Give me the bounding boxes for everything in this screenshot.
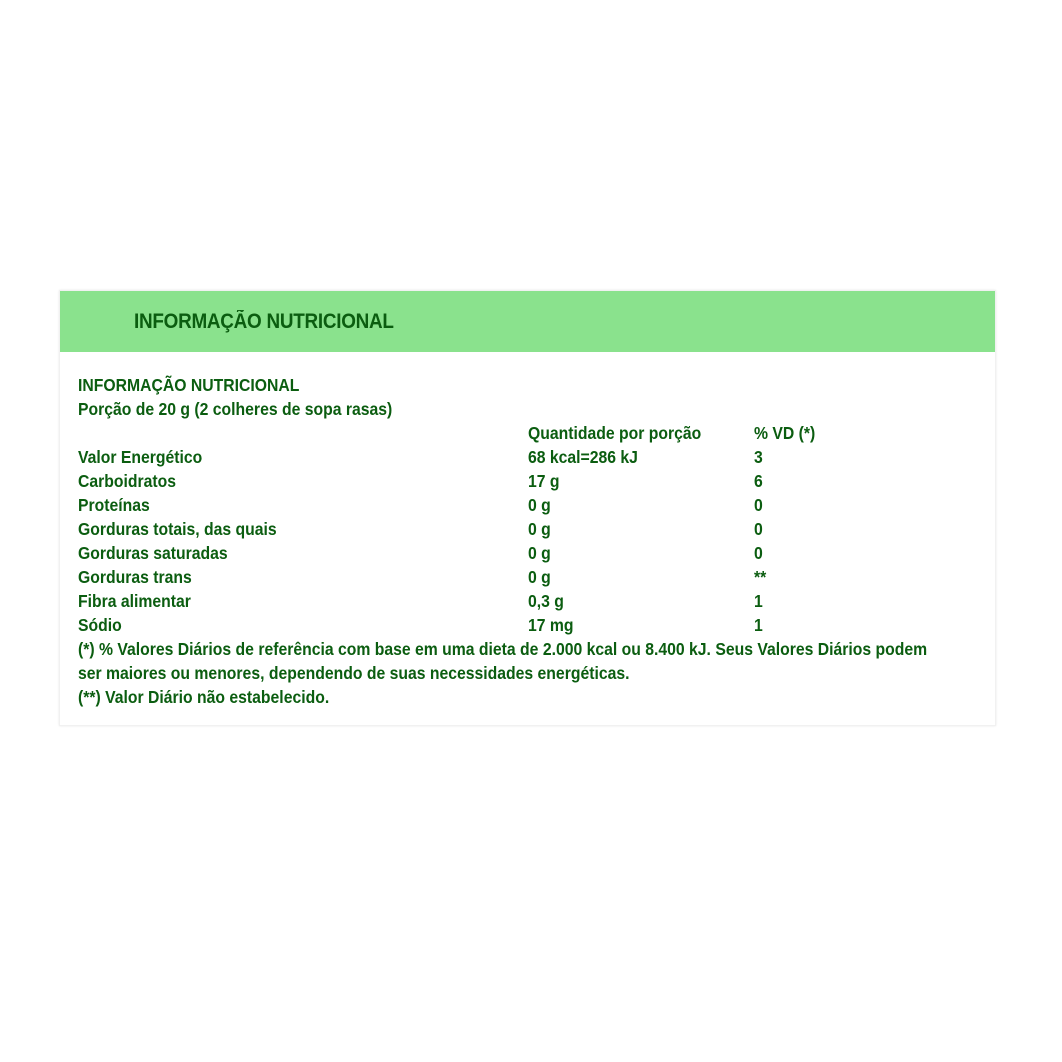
panel-body — [60, 352, 995, 709]
nutrient-name: Gorduras totais, das quais — [78, 519, 277, 539]
nutrient-quantity: 68 kcal=286 kJ — [528, 447, 638, 467]
table-row — [78, 565, 977, 589]
table-header-row — [78, 421, 977, 445]
nutrient-quantity: 0 g — [528, 495, 551, 515]
table-row — [78, 517, 977, 541]
nutrient-quantity: 17 mg — [528, 615, 574, 635]
nutrient-dv: 3 — [754, 447, 763, 467]
panel-title: INFORMAÇÃO NUTRICIONAL — [134, 309, 394, 333]
nutrition-title: INFORMAÇÃO NUTRICIONAL — [78, 375, 300, 395]
table-row — [78, 445, 977, 469]
column-header-name — [78, 421, 528, 445]
nutrient-dv: 0 — [754, 543, 763, 563]
nutrient-name: Valor Energético — [78, 447, 203, 467]
nutrient-dv: 0 — [754, 495, 763, 515]
nutrient-quantity: 0 g — [528, 543, 551, 563]
table-row — [78, 493, 977, 517]
nutrition-table — [78, 421, 977, 637]
nutrient-dv: ** — [754, 567, 767, 587]
table-row — [78, 541, 977, 565]
nutrition-panel — [59, 290, 996, 726]
column-header-quantity: Quantidade por porção — [528, 423, 702, 443]
nutrient-quantity: 0,3 g — [528, 591, 564, 611]
footnote-dv-line-2: ser maiores ou menores, dependendo de suas necessidades energéticas. — [78, 663, 630, 683]
nutrient-dv: 6 — [754, 471, 763, 491]
nutrient-name: Gorduras trans — [78, 567, 192, 587]
nutrient-dv: 1 — [754, 615, 763, 635]
nutrient-name: Sódio — [78, 615, 122, 635]
nutrient-dv: 0 — [754, 519, 763, 539]
portion-text: Porção de 20 g (2 colheres de sopa rasas) — [78, 399, 393, 419]
table-row — [78, 589, 977, 613]
nutrient-quantity: 0 g — [528, 519, 551, 539]
nutrient-dv: 1 — [754, 591, 763, 611]
nutrient-name: Proteínas — [78, 495, 150, 515]
nutrient-quantity: 0 g — [528, 567, 551, 587]
nutrient-name: Carboidratos — [78, 471, 177, 491]
table-row — [78, 469, 977, 493]
table-row — [78, 613, 977, 637]
nutrient-name: Fibra alimentar — [78, 591, 191, 611]
nutrient-name: Gorduras saturadas — [78, 543, 228, 563]
panel-header[interactable] — [60, 291, 995, 352]
nutrient-quantity: 17 g — [528, 471, 560, 491]
footnote-dv-line-1: (*) % Valores Diários de referência com base em uma dieta de 2.000 kcal ou 8.400 kJ. Seus Valores Diários podem — [78, 639, 928, 659]
column-header-dv: % VD (*) — [754, 423, 816, 443]
footnote-not-established: (**) Valor Diário não estabelecido. — [78, 687, 330, 707]
